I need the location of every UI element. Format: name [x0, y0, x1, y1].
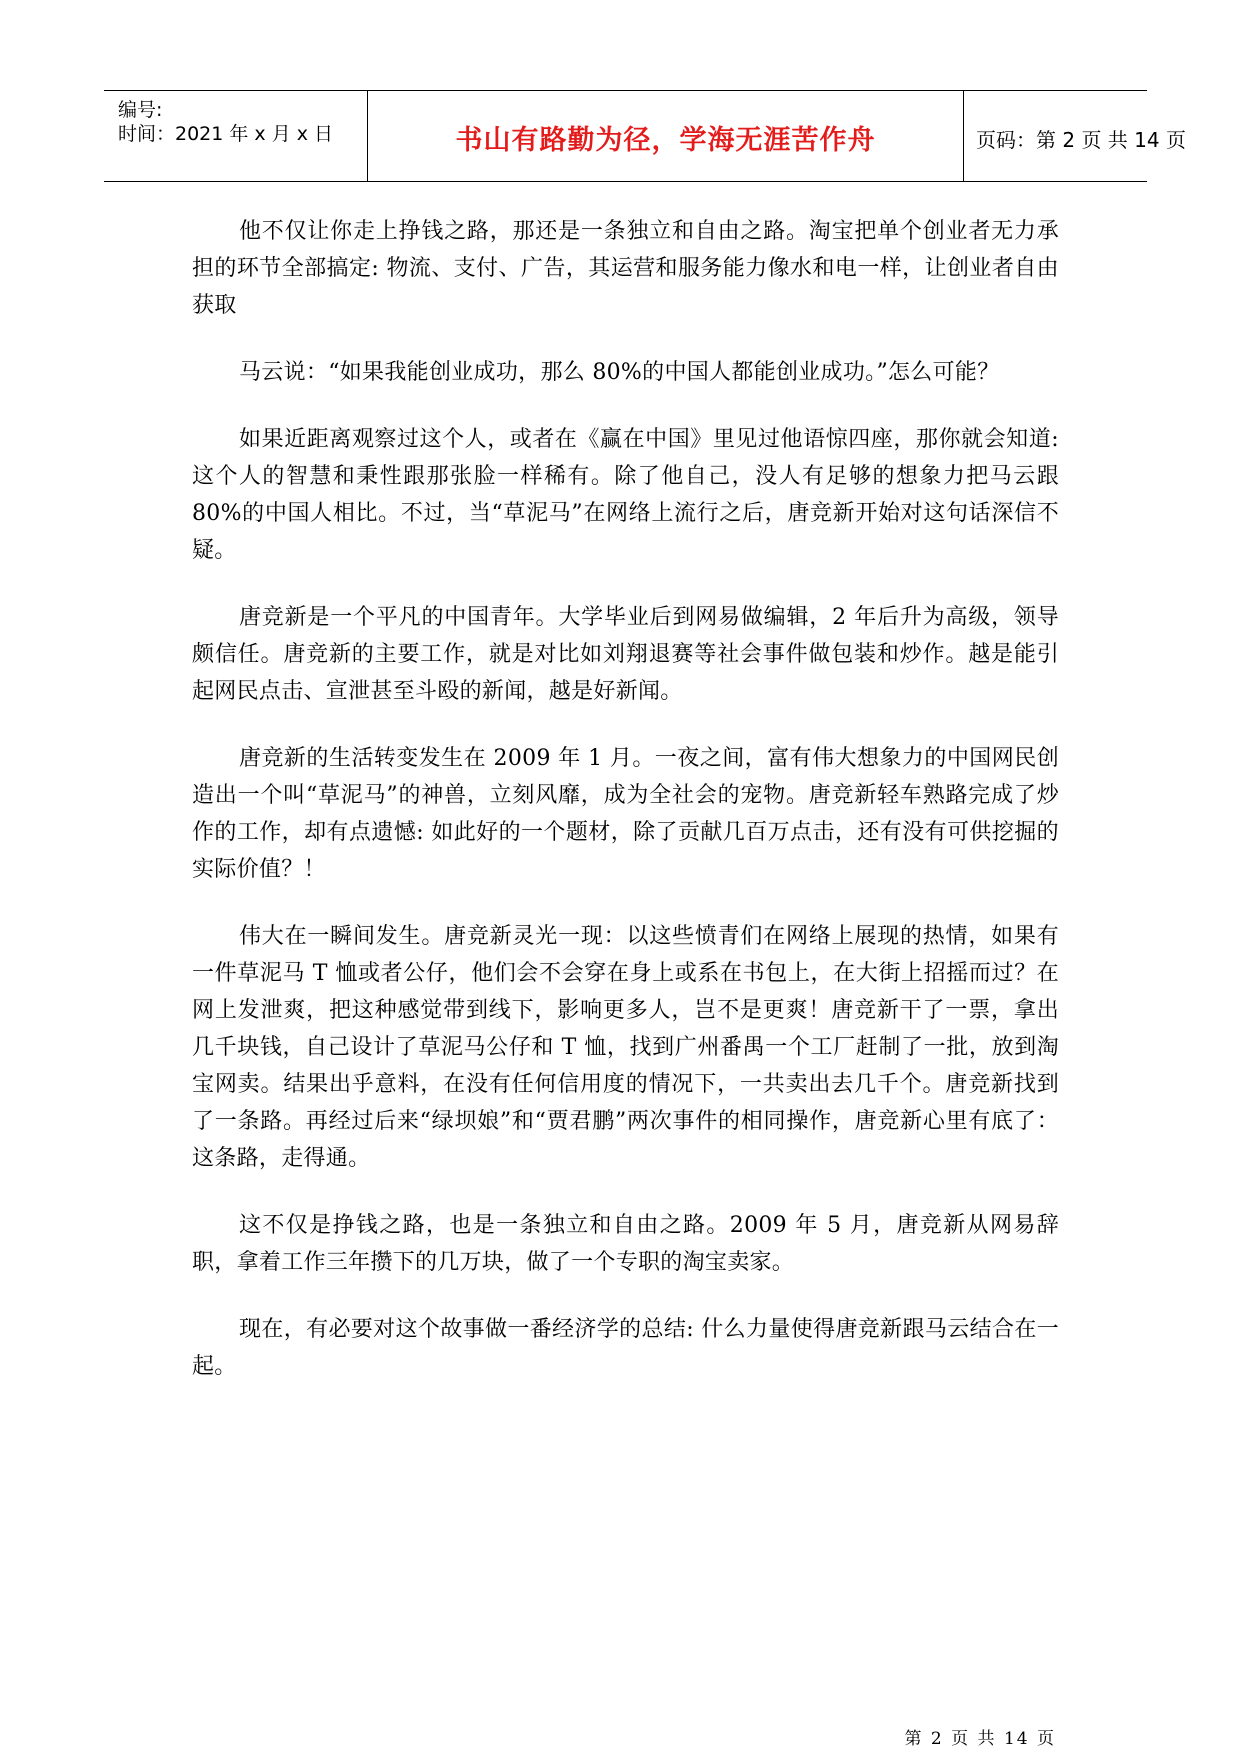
paragraph: 现在，有必要对这个故事做一番经济学的总结: 什么力量使得唐竞新跟马云结合在一起。	[192, 1317, 1059, 1379]
header-page-code: 页码：第 2 页 共 14 页	[976, 128, 1186, 152]
paragraph: 他不仅让你走上挣钱之路，那还是一条独立和自由之路。淘宝把单个创业者无力承担的环节全部搞定: 物流、支付、广告，其运营和服务能力像水和电一样，让创业者自由获取	[192, 219, 1059, 318]
document-time-label: 时间：2021 年 x 月 x 日	[118, 123, 334, 145]
document-header	[104, 90, 1186, 182]
paragraph: 马云说：“如果我能创业成功，那么 80%的中国人都能创业成功。”怎么可能？	[239, 360, 1000, 385]
paragraph: 伟大在一瞬间发生。唐竞新灵光一现：以这些愤青们在网络上展现的热情，如果有一件草泥马 T 恤或者公仔，他们会不会穿在身上或系在书包上，在大街上招摇而过？在网上发泄爽，把这种感觉带到线下，影响更多人，岂不是更爽！唐竞新干了一票，拿出几千块钱，自己设计了草泥马公仔和 T 恤，找到广州番禺一个工厂赶制了一批，放到淘宝网卖。结果出乎意料，在没有任何信用度的情况下，一共卖出去几千个。唐竞新找到了一条路。再经过后来“绿坝娘”和“贾君鹏”两次事件的相同操作，唐竞新心里有底了：这条路，走得通。	[192, 924, 1059, 1171]
header-page-cell	[964, 91, 1186, 181]
paragraph: 唐竞新是一个平凡的中国青年。大学毕业后到网易做编辑，2 年后升为高级，领导颇信任。唐竞新的主要工作，就是对比如刘翔退赛等社会事件做包装和炒作。越是能引起网民点击、宣泄甚至斗殴的新闻，越是好新闻。	[192, 605, 1059, 704]
paragraph: 这不仅是挣钱之路，也是一条独立和自由之路。2009 年 5 月，唐竞新从网易辞职，拿着工作三年攒下的几万块，做了一个专职的淘宝卖家。	[192, 1213, 1059, 1275]
document-number-label: 编号:	[118, 99, 163, 121]
document-body	[192, 213, 1059, 1415]
paragraph: 唐竞新的生活转变发生在 2009 年 1 月。一夜之间，富有伟大想象力的中国网民创造出一个叫“草泥马”的神兽，立刻风靡，成为全社会的宠物。唐竞新轻车熟路完成了炒作的工作，却有点遗憾: 如此好的一个题材，除了贡献几百万点击，还有没有可供挖掘的实际价值？！	[192, 746, 1059, 882]
paragraph: 如果近距离观察过这个人，或者在《赢在中国》里见过他语惊四座，那你就会知道: 这个人的智慧和秉性跟那张脸一样稀有。除了他自己，没人有足够的想象力把马云跟 80%的中国人相比。不过，当“草泥马”在网络上流行之后，唐竞新开始对这句话深信不疑。	[192, 427, 1059, 563]
header-meta-cell	[104, 91, 368, 181]
page-footer: 第 2 页 共 14 页	[904, 1729, 1056, 1749]
header-motto-cell	[368, 91, 964, 181]
header-motto: 书山有路勤为径，学海无涯苦作舟	[455, 125, 876, 156]
